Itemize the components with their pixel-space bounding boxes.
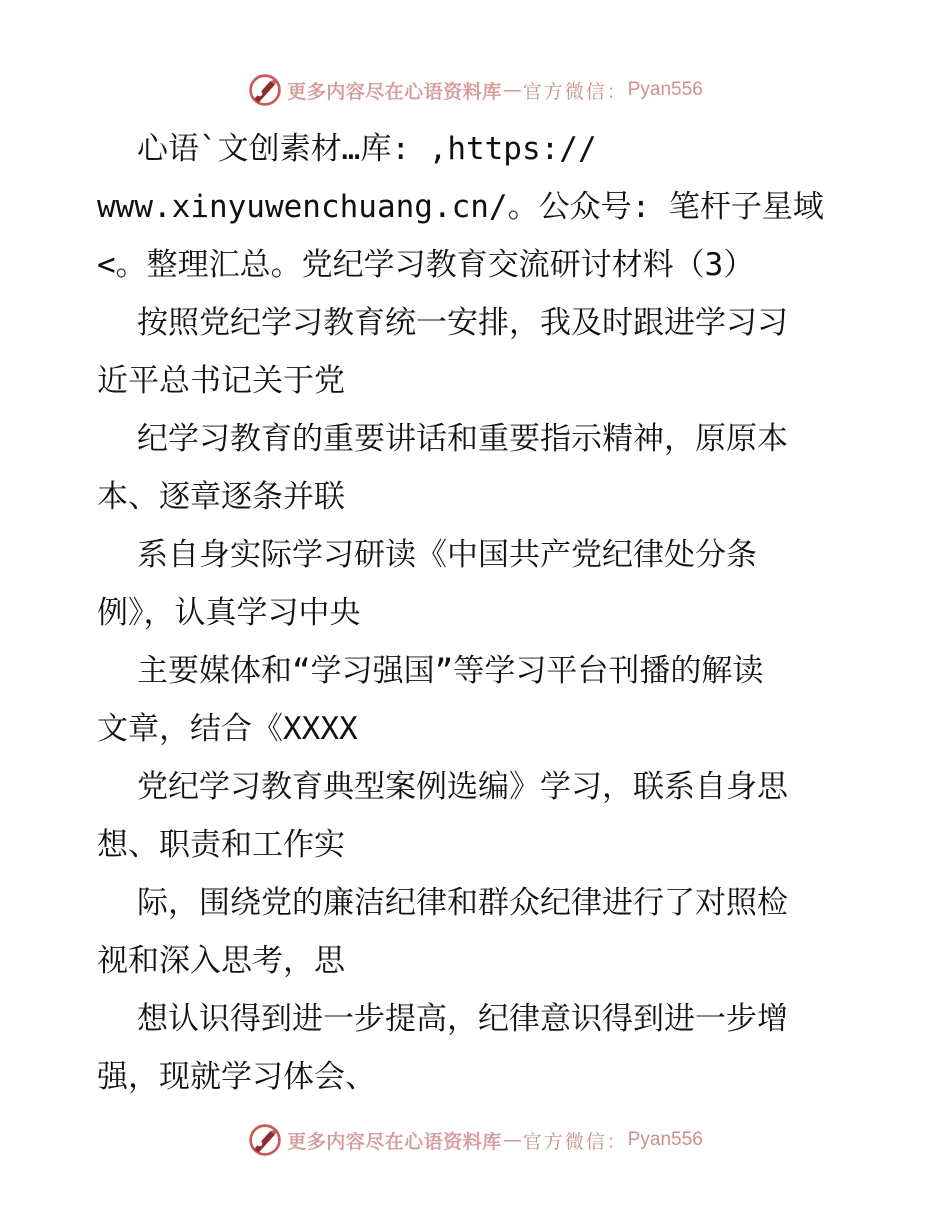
text-line: 本、逐章逐条并联 (97, 479, 345, 515)
watermark-dash: — (502, 1129, 522, 1151)
text-line: 文章，结合《XXXX (97, 711, 358, 747)
text-line: 想认识得到进一步提高，纪律意识得到进一步增 (137, 1001, 788, 1037)
watermark-wechat-id: Pyan556 (627, 1129, 703, 1150)
watermark-main-text: 更多内容尽在心语资料库 (287, 1130, 502, 1153)
text-line: 近平总书记关于党 (97, 363, 345, 399)
watermark-wechat-label: 官方微信： (522, 1130, 628, 1153)
text-line: 主要媒体和“学习强国”等学习平台刊播的解读 (137, 653, 764, 689)
text-line: 强，现就学习体会、 (97, 1059, 376, 1095)
watermark-header (0, 68, 950, 112)
watermark-footer (0, 1118, 950, 1162)
text-line: <。整理汇总。党纪学习教育交流研讨材料（3） (97, 247, 755, 283)
text-line: 按照党纪学习教育统一安排，我及时跟进学习习 (137, 305, 788, 341)
watermark-wechat-id: Pyan556 (627, 79, 703, 100)
text-line: 党纪学习教育典型案例选编》学习，联系自身思 (137, 769, 788, 805)
pen-logo-icon (247, 1122, 283, 1158)
text-line: www.xinyuwenchuang.cn/。公众号: 笔杆子星域 (97, 189, 824, 225)
text-line: 例》，认真学习中央 (97, 595, 361, 631)
pen-logo-icon (247, 72, 283, 108)
text-line: 想、职责和工作实 (97, 827, 345, 863)
text-line: 心语`文创素材…库: ,https:// (137, 131, 597, 167)
watermark-dash: — (502, 79, 522, 101)
watermark-wechat-label: 官方微信： (522, 80, 628, 103)
document-body (97, 120, 857, 1106)
text-line: 纪学习教育的重要讲话和重要指示精神，原原本 (137, 421, 788, 457)
text-line: 视和深入思考，思 (97, 943, 345, 979)
watermark-main-text: 更多内容尽在心语资料库 (287, 80, 502, 103)
text-line: 系自身实际学习研读《中国共产党纪律处分条 (137, 537, 757, 573)
text-line: 际，围绕党的廉洁纪律和群众纪律进行了对照检 (137, 885, 788, 921)
